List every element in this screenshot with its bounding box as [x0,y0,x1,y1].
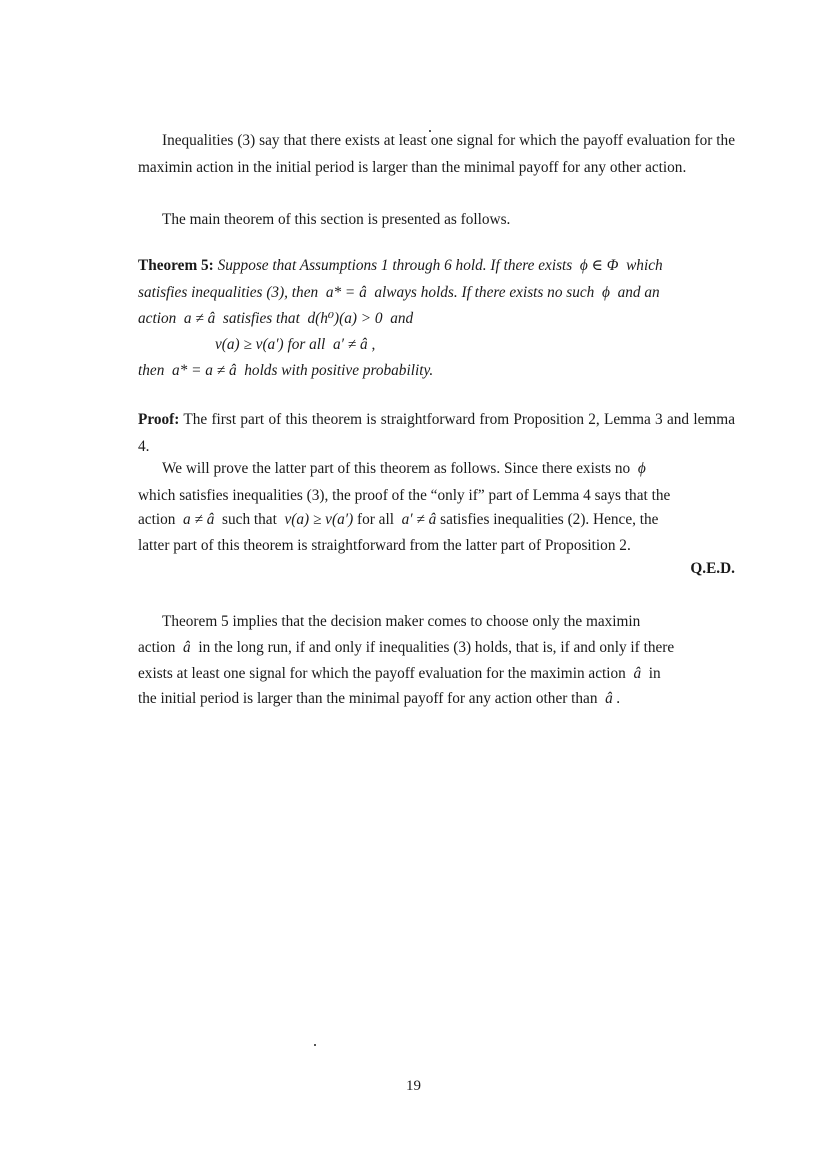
proof-label: Proof: [138,411,180,428]
proof-text: action [138,511,176,528]
proof-text: such that [222,511,277,528]
math-expression: v(a) ≥ v(a′) [215,336,284,353]
proof-text: latter part of this theorem is straightforward from the latter part of Proposition 2. [138,537,631,554]
paragraph-text: in [648,665,661,682]
theorem-text: satisfies that [222,310,300,327]
paragraph-text: Theorem 5 implies that the decision maker comes to choose only the maximin [162,613,641,630]
math-expression: â [183,639,191,656]
theorem-text: holds with positive probability. [244,362,434,379]
paragraph-intro-theorem [138,207,735,234]
theorem-text: action [138,310,177,327]
scan-speck [314,1044,316,1046]
math-expression: a* = â [325,284,367,301]
math-expression: a ≠ â [183,511,215,528]
theorem-text: and an [617,284,660,301]
theorem-text: and [390,310,414,327]
paragraph-text: exists at least one signal for which the payoff evaluation for the maximin action [138,665,626,682]
theorem-text: satisfies inequalities (3), then [138,284,319,301]
paragraph-text: action [138,639,176,656]
proof-text: for all [357,511,394,528]
math-expression: ϕ [637,460,646,477]
theorem-text: Suppose that Assumptions 1 through 6 hold. If there exists [217,257,573,274]
theorem-text: which [626,257,663,274]
proof-text: satisfies inequalities (2). Hence, the [440,511,659,528]
paragraph-inequalities [138,128,735,181]
proof-text: We will prove the latter part of this theorem as follows. Since there exists no [162,460,631,477]
paragraph-text: Inequalities (3) say that there exists at least one signal for which the payoff evaluation for the maximin action in the initial period is larger than the minimal payoff for any other action. [138,132,735,176]
paragraph-text: in the long run, if and only if inequalities (3) holds, that is, if and only if there [198,639,675,656]
paragraph-text: The main theorem of this section is presented as follows. [162,211,511,228]
math-expression: ϕ [601,284,610,301]
math-expression: v(a) ≥ v(a′) [284,511,354,528]
math-expression: a ≠ â [183,310,216,327]
scan-speck [429,130,431,132]
paragraph-text: the initial period is larger than the minimal payoff for any action other than [138,690,598,707]
proof-text: The first part of this theorem is straightforward from Proposition 2, Lemma 3 and lemma 4. [138,411,735,455]
math-expression: a′ ≠ â [401,511,437,528]
math-expression: d(h⁰)(a) > 0 [307,310,383,327]
math-expression: â [633,665,642,682]
math-expression: ϕ ∈ Φ [579,257,619,274]
math-expression: â . [605,690,621,707]
proof-paragraph-1 [138,407,735,460]
page-number: 19 [406,1078,421,1094]
theorem-text: for all [287,336,326,353]
proof-text: which satisfies inequalities (3), the proof of the “only if” part of Lemma 4 says that the [138,487,671,504]
theorem-label: Theorem 5: [138,257,214,274]
math-expression: a′ ≠ â , [332,336,376,353]
theorem-text: then [138,362,165,379]
qed-mark: Q.E.D. [690,560,735,577]
math-expression: a* = a ≠ â [172,362,237,379]
theorem-text: always holds. If there exists no such [374,284,595,301]
